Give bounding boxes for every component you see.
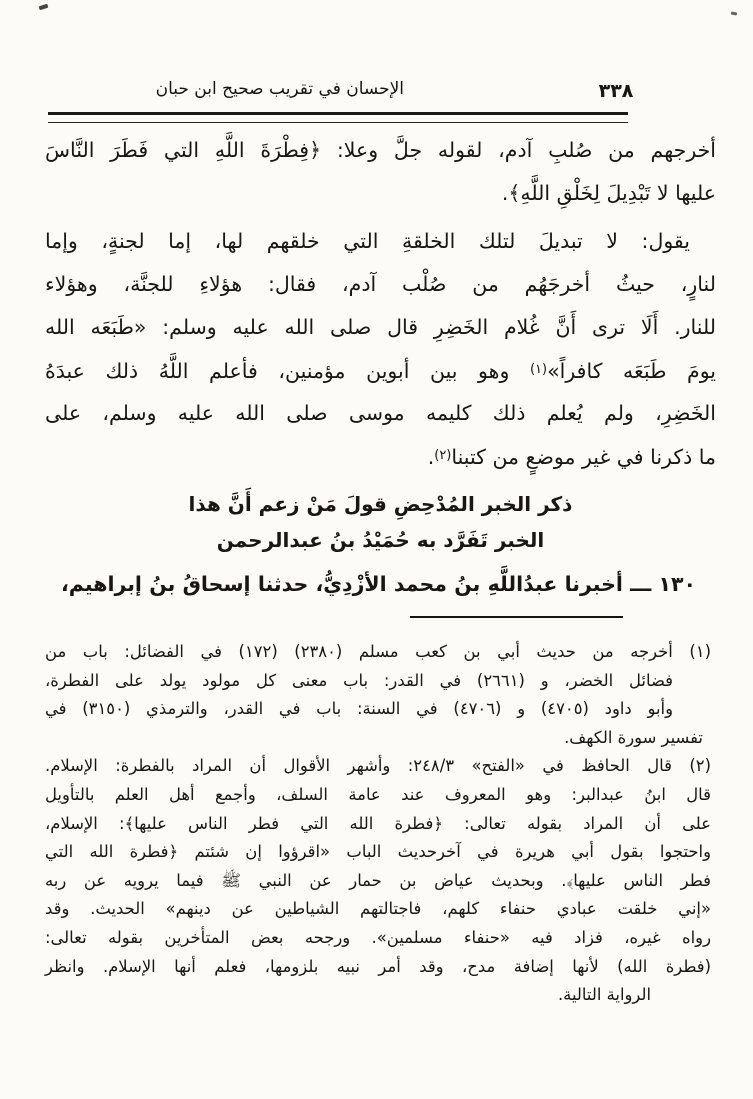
footnote-separator: [410, 616, 623, 618]
text-line: (١) أخرجه من حديث أبي بن كعب مسلم (٢٣٨٠) (١٧٢) في الفضائل: باب من: [45, 642, 712, 661]
text-line: أخرجهم من صُلبِ آدم، لقوله جلَّ وعلا: ﴿فِطْرَةَ اللَّهِ التي فَطَرَ النَّاسَ: [45, 138, 716, 162]
commentary-paragraph: [45, 220, 716, 478]
text-line: ذكر الخبر المُدْحِضِ قولَ مَنْ زعم أَنَّ هذا: [188, 491, 573, 516]
hadith-130-isnad: [45, 563, 716, 606]
text-line: ١٣٠ ـــ أخبرنا عبدُاللَّهِ بنُ محمد الأزْدِيُّ، حدثنا إسحاقُ بنُ إبراهيم،: [61, 571, 696, 596]
opening-paragraph: [45, 129, 716, 214]
footnote-2: [45, 752, 711, 1009]
chapter-heading: [45, 486, 716, 558]
text-line: وأبو داود (٤٧٠٥) و (٤٧٠٦) في السنة: باب في القدر، والترمذي (٣١٥٠) في: [45, 699, 674, 719]
text-line: فضائل الخضر، و (٢٦٦١) في القدر: باب معنى كل مولود يولد على الفطرة،: [45, 670, 673, 690]
header-rule: [48, 112, 628, 123]
scan-speck: [731, 12, 737, 16]
text-line: واحتجوا بقول أبي هريرة في آخرحديث الباب «اقرؤوا إن شئتم ﴿فطرة الله التي: [45, 842, 711, 862]
text-line: الخبر تَفَرَّد به حُمَيْدُ بنُ عبدالرحمن: [216, 527, 545, 552]
text-line: الرواية التالية.: [557, 985, 651, 1005]
text-line: على أن المراد بقوله تعالى: ﴿فطرة الله التي فطر الناس عليها﴾: الإسلام،: [45, 813, 711, 833]
scan-speck: [39, 4, 49, 11]
footnote-ref: (١): [529, 361, 548, 377]
text-line: للنار. أَلَا ترى أَنَّ غُلام الخَضِرِ قال صلى الله عليه وسلم: «طَبَعَه الله: [45, 314, 716, 339]
footnotes-section: [45, 638, 711, 1010]
text-line: تفسير سورة الكهف.: [564, 727, 703, 747]
footnote-1: [45, 638, 711, 752]
text-line: ما ذكرنا في غير موضعٍ من كتبنا$^{(٢)}$.: [427, 444, 716, 469]
text-line: (فطرة الله) لأنها إضافة مدح، وقد أمر نبيه بلزومها، فعلم أنها الإسلام. وانظر: [45, 956, 711, 976]
running-header-title: الإحسان في تقريب صحيح ابن حبان: [155, 79, 404, 99]
text-line: قال ابنُ عبدالبر: وهو المعروف عند عامة السلف، وأجمع أهل العلم بالتأويل: [45, 784, 711, 804]
body-text: [45, 129, 716, 605]
text-line: رواه غيره، فزاد فيه «حنفاء مسلمين». ورجحه بعض المتأخرين بقوله تعالى:: [45, 927, 711, 947]
text-line: يقول: لا تبديلَ لتلك الخلقةِ التي خلقهم لها، إما لجنةٍ، وإما: [45, 229, 690, 254]
text-line: الخَضِرِ، ولم يُعلم ذلك كليمه موسى صلى الله عليه وسلم، على: [45, 401, 716, 426]
text-line: «إني خلقت عبادي حنفاء كلهم، فاجتالتهم الشياطين عن دينهم» الحديث. وقد: [45, 899, 711, 919]
text-line: عليها لا تَبْدِيلَ لِخَلْقِ اللَّهِ﴾.: [501, 180, 716, 205]
page-number: ٣٣٨: [598, 80, 634, 102]
text-line: يومَ طَبَعَه كافراً»$^{(١)}$ وهو بين أبوين مؤمنين، فأعلم اللَّهُ ذلك عبدَهُ: [45, 358, 716, 383]
text-line: لنارٍ، حيثُ أخرجَهُم من صُلْب آدم، فقال: هؤلاءِ للجنَّة، وهؤلاء: [45, 272, 716, 297]
text-line: (٢) قال الحافظ في «الفتح» ٢٤٨/٣: وأشهر الأقوال أن المراد بالفطرة: الإسلام.: [45, 756, 711, 776]
footnote-ref: (٢): [434, 447, 452, 463]
text-line: فطر الناس عليها﴾. وبحديث عياض بن حمار عن النبي ﷺ فيما يرويه عن ربه: [45, 870, 711, 890]
